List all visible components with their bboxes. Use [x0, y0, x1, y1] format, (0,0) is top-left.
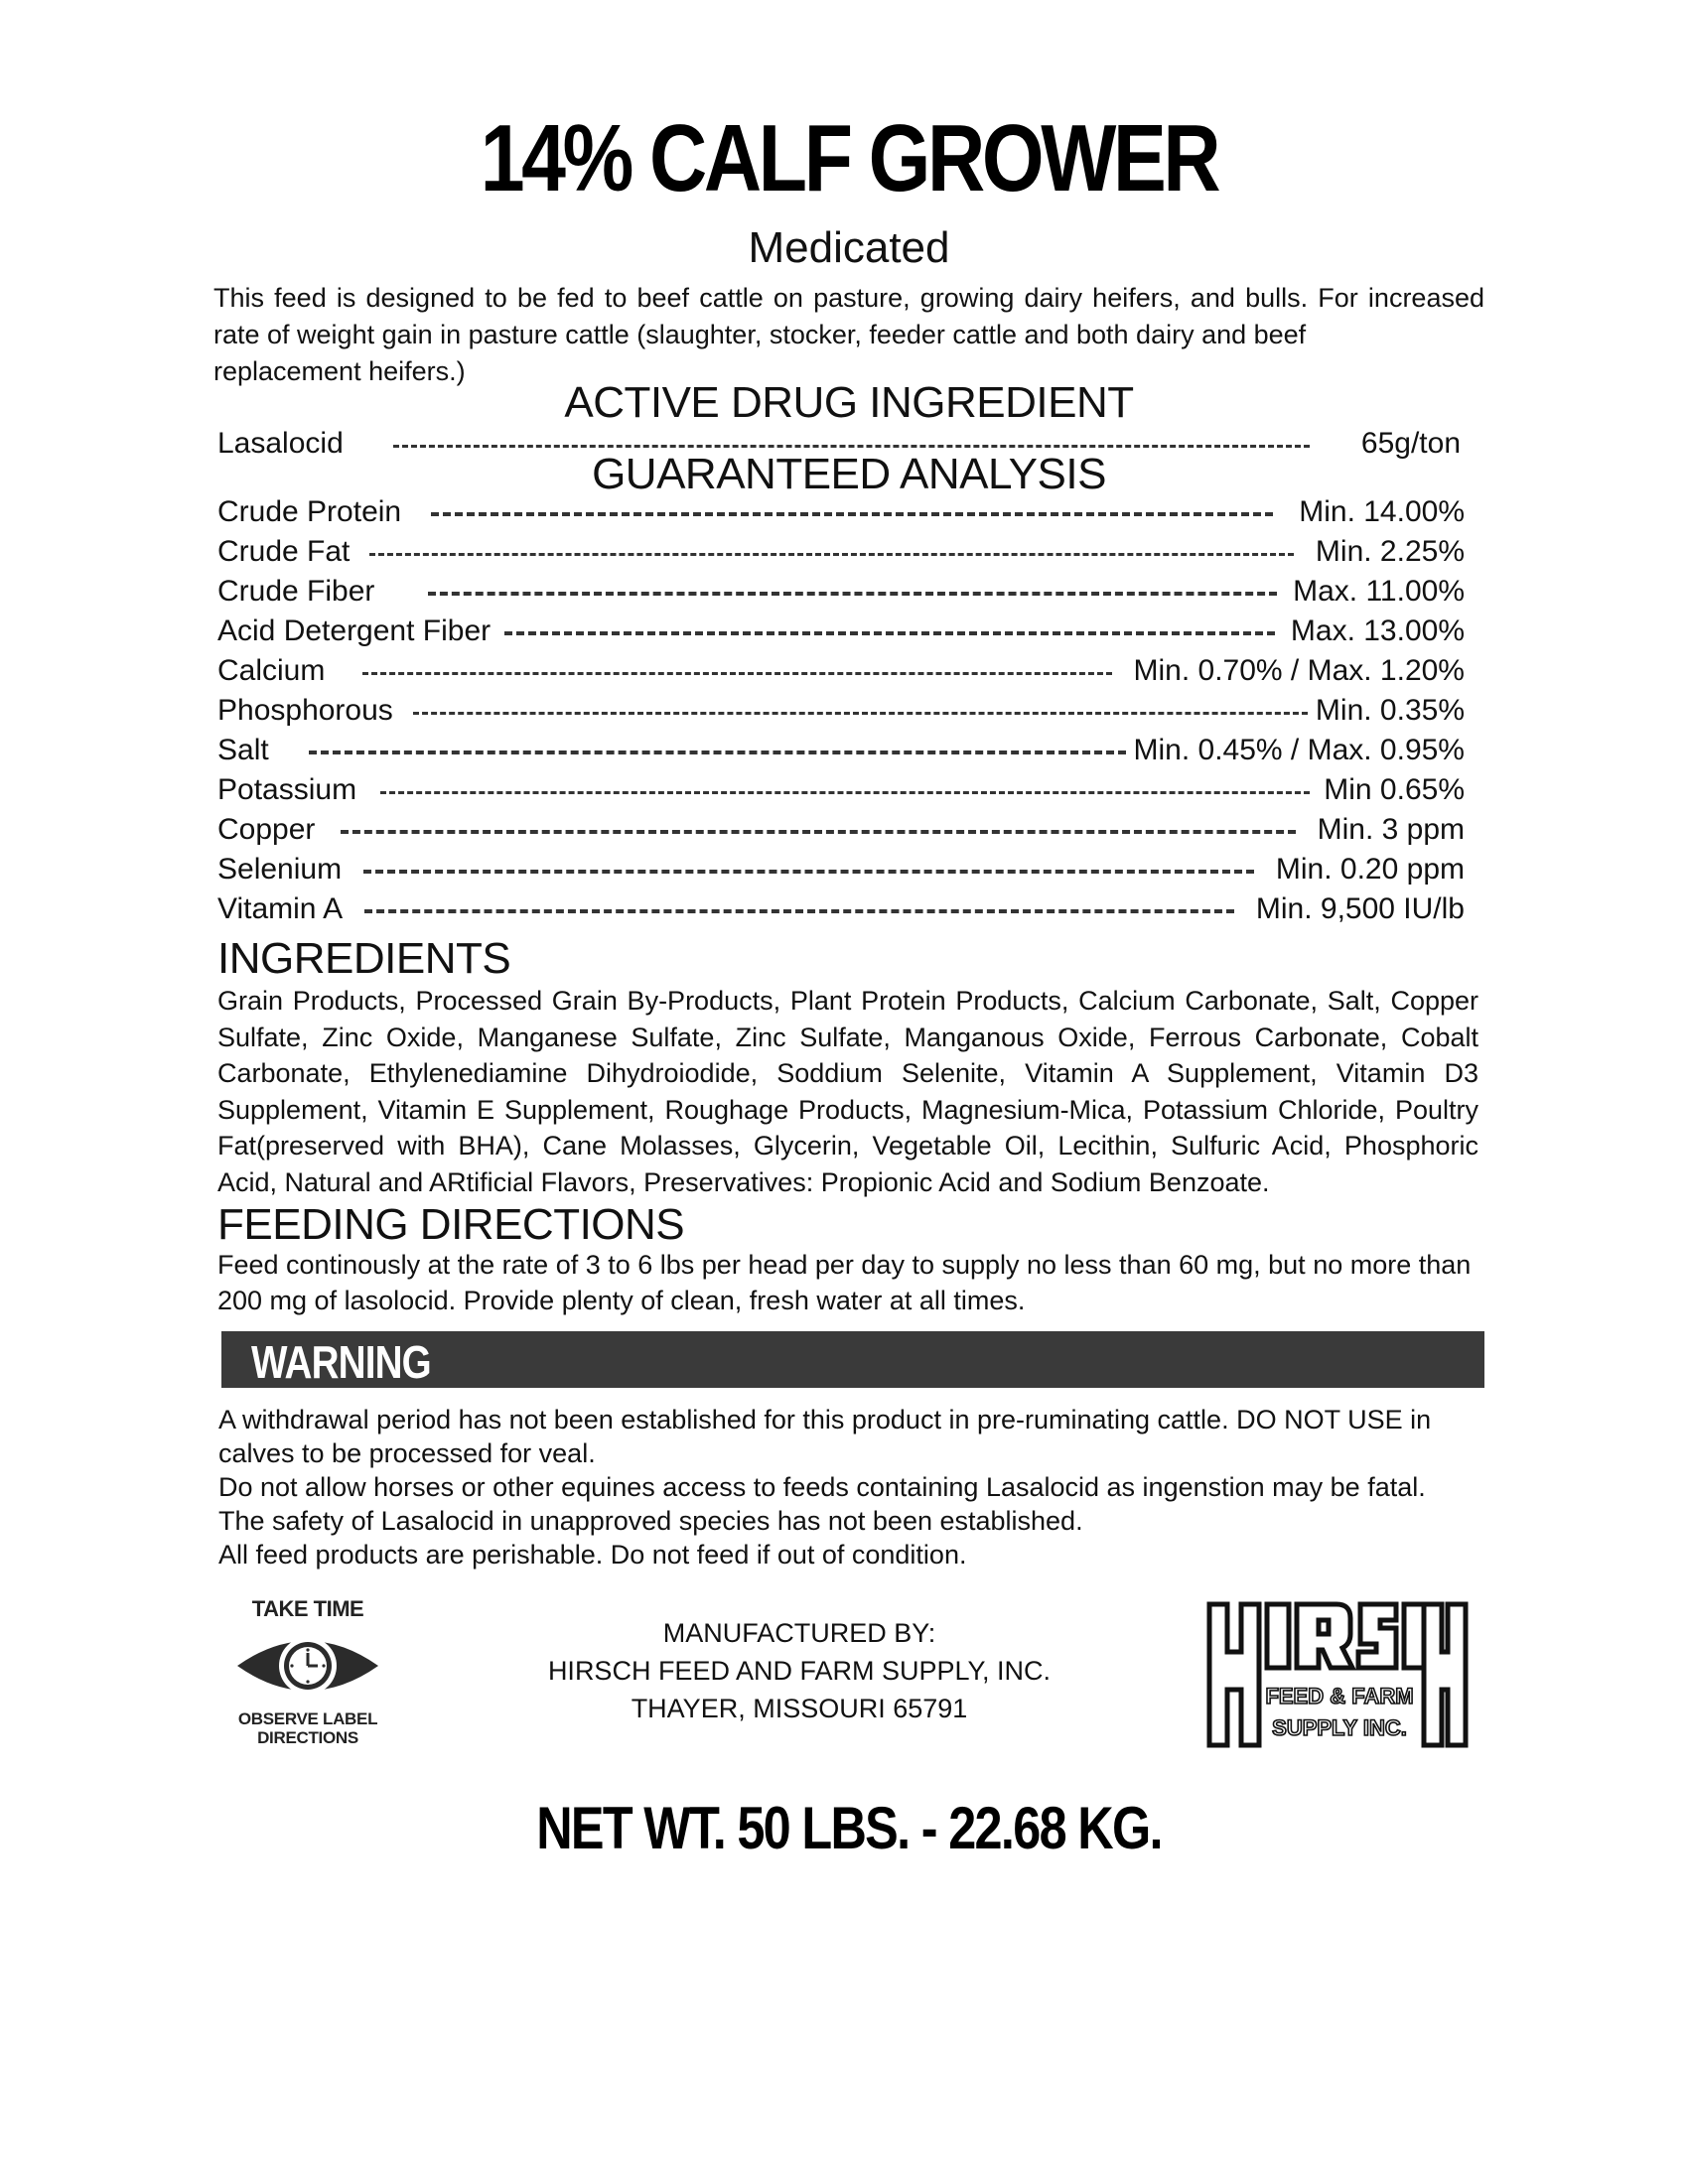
analysis-value: Min. 0.20 ppm: [1275, 853, 1465, 886]
logo-line1: FEED & FARM: [1265, 1684, 1414, 1708]
analysis-row: [217, 612, 1465, 651]
take-time-label: TAKE TIME: [251, 1596, 364, 1621]
analysis-name: Calcium: [217, 654, 326, 687]
intro-main-text: This feed is designed to be fed to beef cattle on pasture, growing dairy heifers, and bulls. For increased rate of weight gain in pasture cattle (slaughter, stocker, feeder cattle and both dairy and beef: [213, 283, 1484, 349]
analysis-value: Min. 9,500 IU/lb: [1255, 892, 1465, 925]
analysis-name: Vitamin A: [217, 892, 344, 925]
analysis-row: [217, 651, 1465, 691]
leader-dots: [369, 553, 1294, 556]
logo-line2: SUPPLY INC.: [1272, 1715, 1407, 1740]
analysis-row: [217, 731, 1465, 770]
warning-line: All feed products are perishable. Do not feed if out of condition.: [218, 1540, 967, 1570]
analysis-value: Min. 3 ppm: [1317, 813, 1465, 846]
leader-dots: [341, 830, 1295, 834]
feeding-directions-heading: FEEDING DIRECTIONS: [217, 1200, 685, 1249]
feeding-directions-text: Feed continously at the rate of 3 to 6 lbs per head per day to supply no less than 60 mg, but no more than 200 mg of lasolocid. Provide plenty of clean, fresh water at all times.: [217, 1250, 1472, 1315]
analysis-value: Max. 11.00%: [1293, 575, 1465, 608]
warning-line: calves to be processed for veal.: [218, 1438, 596, 1468]
analysis-value: Min 0.65%: [1324, 773, 1465, 806]
analysis-name: Salt: [217, 734, 269, 766]
analysis-name: Acid Detergent Fiber: [217, 614, 492, 647]
analysis-row: [217, 850, 1465, 889]
analysis-value: Min. 14.00%: [1299, 495, 1465, 528]
warning-line: A withdrawal period has not been established for this product in pre-ruminating cattle. DO NOT USE in: [218, 1405, 1432, 1434]
leader-dots: [363, 870, 1254, 874]
leader-dots: [428, 592, 1277, 596]
leader-dots: [364, 909, 1234, 913]
active-drug-name: Lasalocid: [217, 427, 344, 460]
analysis-value: Min. 0.35%: [1315, 694, 1465, 727]
manufacturer-block: [492, 1614, 1107, 1727]
analysis-row: [217, 770, 1465, 810]
leader-dots: [504, 631, 1275, 635]
analysis-row: [217, 492, 1465, 532]
net-weight: NET WT. 50 LBS. - 22.68 KG.: [536, 1795, 1162, 1861]
warning-text: [218, 1403, 1489, 1571]
analysis-name: Crude Fat: [217, 535, 351, 568]
warning-line: Do not allow horses or other equines access to feeds containing Lasalocid as ingenstion may be fatal.: [218, 1472, 1426, 1502]
warning-line: The safety of Lasalocid in unapproved species has not been established.: [218, 1506, 1083, 1536]
analysis-row: [217, 532, 1465, 572]
manufacturer-name: HIRSCH FEED AND FARM SUPPLY, INC.: [547, 1656, 1052, 1686]
analysis-value: Max. 13.00%: [1290, 614, 1465, 647]
hirsch-logo: [1203, 1596, 1474, 1750]
analysis-row: [217, 691, 1465, 731]
analysis-row: [217, 572, 1465, 612]
analysis-row: [217, 889, 1465, 929]
feed-label: [213, 0, 1484, 2184]
analysis-value: Min. 0.70% / Max. 1.20%: [1133, 654, 1465, 687]
leader-dots: [362, 672, 1111, 675]
intro-paragraph: [213, 280, 1484, 390]
analysis-name: Copper: [217, 813, 316, 846]
analysis-name: Potassium: [217, 773, 357, 806]
leader-dots: [393, 445, 1310, 448]
analysis-row: [217, 810, 1465, 850]
analysis-name: Crude Fiber: [217, 575, 375, 608]
observe-label-line1: OBSERVE LABEL: [237, 1709, 378, 1728]
manufacturer-address: THAYER, MISSOURI 65791: [631, 1694, 968, 1723]
product-subtitle: Medicated: [748, 223, 950, 272]
leader-dots: [413, 712, 1308, 715]
leader-dots: [380, 791, 1310, 794]
intro-last-text: replacement heifers.): [213, 356, 466, 386]
active-drug-value: 65g/ton: [1360, 427, 1461, 460]
analysis-value: Min. 0.45% / Max. 0.95%: [1133, 734, 1465, 766]
take-time-badge: [213, 1598, 402, 1747]
product-title: 14% CALF GROWER: [480, 105, 1218, 211]
analysis-name: Crude Protein: [217, 495, 402, 528]
analysis-name: Selenium: [217, 853, 343, 886]
observe-label-line2: DIRECTIONS: [257, 1728, 358, 1747]
manufactured-by-label: MANUFACTURED BY:: [662, 1618, 936, 1648]
ingredients-heading: INGREDIENTS: [217, 934, 511, 983]
warning-banner: [221, 1331, 1484, 1388]
leader-dots: [431, 512, 1273, 516]
ingredients-text: Grain Products, Processed Grain By-Products, Plant Protein Products, Calcium Carbonate, Salt, Copper Sulfate, Zinc Oxide, Manganese Sulfate, Zinc Sulfate, Manganous Oxide, Ferrous Carbonate, Cobalt Carbonate, Ethylenediamine Dihydroiodide, Soddium Selenite, Vitamin A Supplement, Vitamin D3 Supplement, Vitamin E Supplement, Roughage Products, Magnesium-Mica, Potassium Chloride, Poultry Fat(preserved with BHA), Cane Molasses, Glycerin, Vegetable Oil, Lecithin, Sulfuric Acid, Phosphoric Acid, Natural and ARtificial Flavors, Preservatives: Propionic Acid and Sodium Benzoate.: [217, 986, 1478, 1197]
leader-dots: [309, 751, 1126, 754]
eye-clock-icon: [233, 1626, 382, 1706]
active-drug-heading: ACTIVE DRUG INGREDIENT: [564, 378, 1134, 427]
analysis-name: Phosphorous: [217, 694, 393, 727]
guaranteed-analysis-heading: GUARANTEED ANALYSIS: [592, 450, 1106, 498]
analysis-value: Min. 2.25%: [1315, 535, 1465, 568]
warning-label: WARNING: [251, 1336, 431, 1388]
